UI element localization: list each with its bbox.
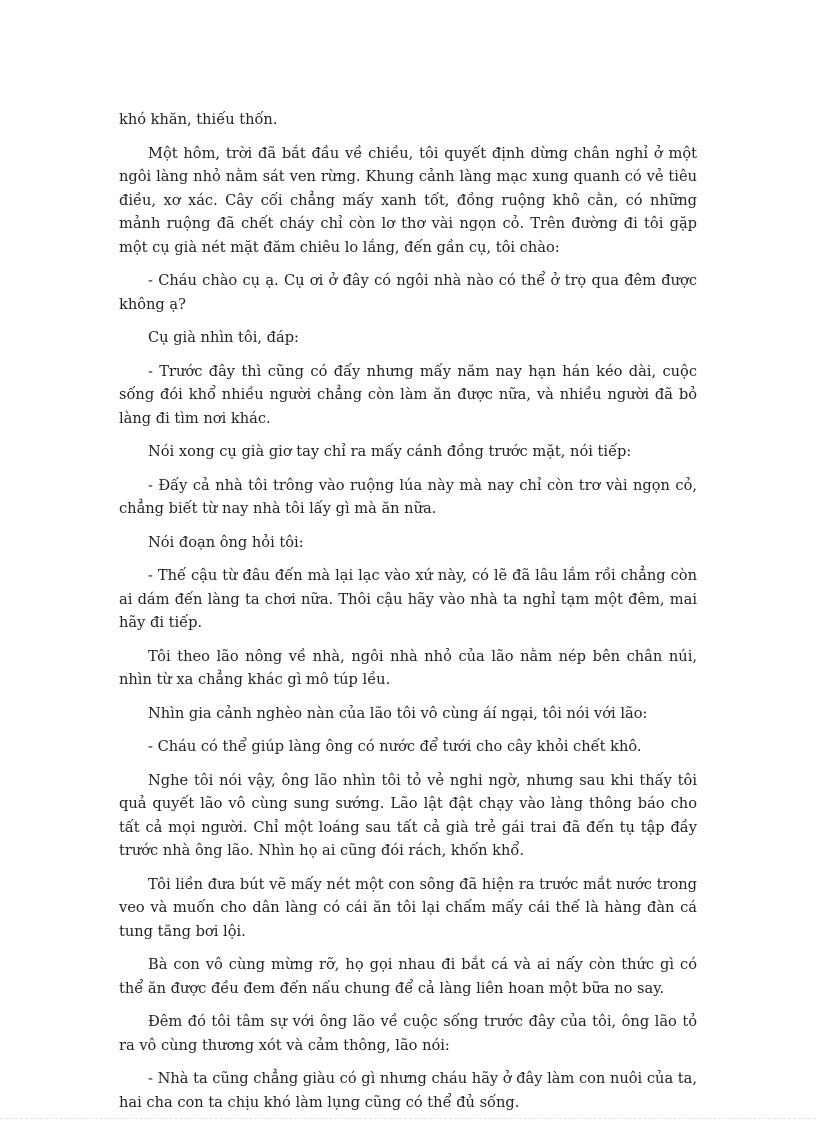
paragraph-12: - Cháu có thể giúp làng ông có nước để tưới cho cây khỏi chết khô. — [148, 738, 642, 755]
paragraph-17: - Nhà ta cũng chẳng giàu có gì nhưng cháu hãy ở đây làm con nuôi của ta, hai cha con ta chịu khó làm lụng cũng có thể đủ sống. — [119, 1070, 697, 1111]
paragraph-16: Đêm đó tôi tâm sự với ông lão về cuộc sống trước đây của tôi, ông lão tỏ ra vô cùng thương xót và cảm thông, lão nói: — [119, 1013, 697, 1054]
paragraph-13: Nghe tôi nói vậy, ông lão nhìn tôi tỏ vẻ nghi ngờ, nhưng sau khi thấy tôi quả quyết lão vô cùng sung sướng. Lão lật đật chạy vào làng thông báo cho tất cả mọi người. Chỉ một loáng sau tất cả già trẻ gái trai đã đến tụ tập đầy trước nhà ông lão. Nhìn họ ai cũng đói rách, khốn khổ. — [119, 771, 697, 859]
paragraph-8: Nói đoạn ông hỏi tôi: — [148, 533, 304, 551]
paragraph-3: - Cháu chào cụ ạ. Cụ ơi ở đây có ngôi nhà nào có thể ở trọ qua đêm được không ạ? — [119, 272, 697, 313]
paragraph-7: - Đấy cả nhà tôi trông vào ruộng lúa này mà nay chỉ còn trơ vài ngọn cỏ, chẳng biết từ nay nhà tôi lấy gì mà ăn nữa. — [119, 476, 697, 517]
paragraph-10: Tôi theo lão nông về nhà, ngôi nhà nhỏ của lão nằm nép bên chân núi, nhìn từ xa chẳng khác gì mô túp lều. — [119, 647, 697, 688]
paragraph-2: Một hôm, trời đã bắt đầu về chiều, tôi quyết định dừng chân nghỉ ở một ngôi làng nhỏ nằm sát ven rừng. Khung cảnh làng mạc xung quanh có vẻ tiêu điều, xơ xác. Cây cối chẳng mấy xanh tốt, đồng ruộng khô cằn, có những mảnh ruộng đã chết cháy chỉ còn lơ thơ vài ngọn cỏ. Trên đường đi tôi gặp một cụ già nét mặt đăm chiêu lo lắng, đến gần cụ, tôi chào: — [119, 144, 697, 256]
paragraph-14: Tôi liền đưa bút vẽ mấy nét một con sông đã hiện ra trước mắt nước trong veo và muốn cho dân làng có cái ăn tôi lại chấm mấy cái thế là hàng đàn cá tung tăng bơi lội. — [119, 875, 697, 940]
paragraph-9: - Thế cậu từ đâu đến mà lại lạc vào xứ này, có lẽ đã lâu lắm rồi chẳng còn ai dám đến làng ta chơi nữa. Thôi cậu hãy vào nhà ta nghỉ tạm một đêm, mai hãy đi tiếp. — [119, 567, 697, 631]
paragraph-15: Bà con vô cùng mừng rỡ, họ gọi nhau đi bắt cá và ai nấy còn thức gì có thể ăn được đều đem đến nấu chung để cả làng liên hoan một bữa no say. — [119, 956, 697, 997]
paragraph-4: Cụ già nhìn tôi, đáp: — [148, 329, 299, 346]
paragraph-1: khó khăn, thiếu thốn. — [119, 111, 278, 128]
paragraph-5: - Trước đây thì cũng có đấy nhưng mấy năm nay hạn hán kéo dài, cuộc sống đói khổ nhiều người chẳng còn làm ăn được nữa, và nhiều người đã bỏ làng đi tìm nơi khác. — [119, 362, 697, 427]
page-bottom-divider — [0, 1118, 816, 1119]
paragraph-11: Nhìn gia cảnh nghèo nàn của lão tôi vô cùng áí ngại, tôi nói với lão: — [148, 704, 648, 722]
paragraph-6: Nói xong cụ già giơ tay chỉ ra mấy cánh đồng trước mặt, nói tiếp: — [148, 443, 632, 460]
